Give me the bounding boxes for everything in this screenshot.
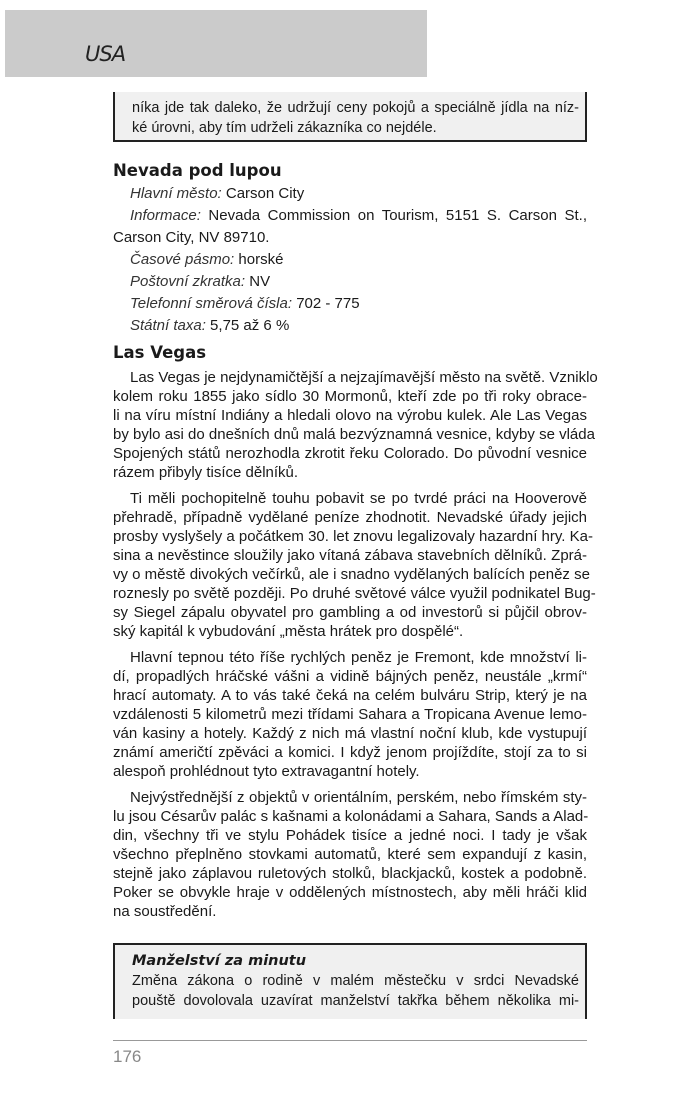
box-line: níka jde tak daleko, že udržují ceny pokojů a speciálně jídla na níz- (132, 100, 579, 116)
text-line: sina a nevěstince sloužily jako vítaná zábava stavebních dělníků. Zprá- (113, 547, 587, 564)
text-line: Las Vegas je nejdynamičtější a nejzajímavější město na světě. Vzniklo (130, 369, 598, 386)
text-line: ský kapitál k vybudování „města hrátek pro dospělé“. (113, 623, 464, 640)
fact-value: Nevada Commission on Tourism, 5151 S. Carson St., (200, 207, 587, 224)
fact-label: Časové pásmo: (130, 251, 235, 268)
text-line: kolem roku 1855 jako sídlo 30 Mormonů, kteří zde po tři roky obrace- (113, 388, 587, 405)
text-line: li na víru místní Indiány a hledali olovo na výrobu kulek. Ale Las Vegas (113, 407, 587, 424)
box-title: Manželství za minutu (132, 953, 307, 969)
box-line: pouště dovolovala uzavírat manželství takřka během několika mi- (132, 993, 579, 1009)
text-line: Ti měli pochopitelně touhu pobavit se po tvrdé práci na Hooverově (130, 490, 587, 507)
text-line: alespoň prohlédnout tyto extravagantní hotely. (113, 763, 420, 780)
text-line: stejně jako záplavou ruletových stolků, blackjacků, kostek a podobně. (113, 865, 587, 882)
fact-item (113, 271, 587, 293)
section-heading-nevada: Nevada pod lupou (113, 161, 282, 180)
fact-label: Poštovní zkratka: (130, 273, 246, 290)
paragraph (113, 788, 587, 921)
text-line: by bylo asi do dnešních dnů malá bezvýznamná vesnice, kdyby se vláda (113, 426, 595, 443)
text-line: na soustředění. (113, 903, 217, 920)
footer-rule (113, 1040, 587, 1041)
fact-item (113, 249, 587, 271)
box-line: Změna zákona o rodině v malém městečku v srdci Nevadské (132, 973, 579, 989)
text-line: lu jsou Césarův palác s kašnami a kolonádami a Sahara, Sands a Alad- (113, 808, 589, 825)
fact-label: Hlavní město: (130, 185, 222, 202)
fact-value: 5,75 až 6 % (205, 317, 290, 334)
fact-item (113, 205, 587, 227)
text-line: všechno přeplněno stovkami automatů, které sem expandují z kasin, (113, 846, 587, 863)
fact-value: horské (234, 251, 284, 268)
text-line: rázem přibyly tisíce dělníků. (113, 464, 299, 481)
section-heading-las-vegas: Las Vegas (113, 343, 207, 362)
las-vegas-body (113, 368, 598, 928)
fact-item (113, 315, 587, 337)
page-number: 176 (113, 1047, 142, 1066)
text-line: přehradě, případně vydělané peníze zhodnotit. Nevadské úřady jejich (113, 509, 587, 526)
chapter-title: USA (85, 42, 126, 66)
text-line: známí američtí zpěváci a komici. I když jenom projíždíte, stojí za to si (113, 744, 587, 761)
fact-label: Státní taxa: (130, 317, 206, 334)
text-line: din, všechny tři ve stylu Pohádek tisíce a jedné noci. I tady je však (113, 827, 587, 844)
paragraph (113, 648, 587, 781)
text-line: dí, propadlých hráčské vášni a vidině bájných peněz, neustále „krmí“ (113, 668, 587, 685)
fact-value: Carson City (221, 185, 305, 202)
fact-value-cont: Carson City, NV 89710. (113, 229, 270, 246)
paragraph (113, 368, 598, 482)
text-line: prosby vyslyšely a počátkem 30. let znovu legalizovaly hazardní hry. Ka- (113, 528, 593, 545)
fact-item (113, 293, 587, 315)
text-line: hrací automaty. A to vás také čeká na celém bulváru Strip, který je na (113, 687, 587, 704)
fact-value: NV (245, 273, 271, 290)
text-line: Hlavní tepnou této říše rychlých peněz je Fremont, kde množství li- (130, 649, 587, 666)
text-line: roznesly po světě později. Po druhé světové válce využil podnikatel Bug- (113, 585, 596, 602)
paragraph (113, 489, 596, 641)
text-line: Nejvýstřednější z objektů v orientálním, perském, nebo římském sty- (130, 789, 587, 806)
fact-item (113, 183, 587, 205)
sidebar-box-continued (113, 92, 587, 142)
box-line: ké úrovni, aby tím udrželi zákazníka co nejdéle. (132, 120, 437, 136)
text-line: vy o městě divokých večírků, ale i snadno vydělaných balících peněz se (113, 566, 590, 583)
fact-value: 702 - 775 (292, 295, 360, 312)
fact-label: Informace: (130, 207, 201, 224)
sidebar-box-marriage (113, 943, 587, 1019)
fact-label: Telefonní směrová čísla: (130, 295, 293, 312)
text-line: ván kasiny a hotely. Každý z nich má vlastní noční klub, kde vystupují (113, 725, 587, 742)
text-line: sy Siegel zápalu obyvatel pro gambling a od investorů si půjčil obrov- (113, 604, 587, 621)
nevada-facts (113, 183, 587, 337)
running-header (5, 10, 427, 77)
text-line: Spojených států nerozhodla zkrotit řeku Colorado. Do původní vesnice (113, 445, 587, 462)
text-line: Poker se obvykle hraje v oddělených místnostech, aby měli hráči klid (113, 884, 587, 901)
text-line: vzdálenosti 5 kilometrů mezi třídami Sahara a Tropicana Avenue lemo- (113, 706, 587, 723)
